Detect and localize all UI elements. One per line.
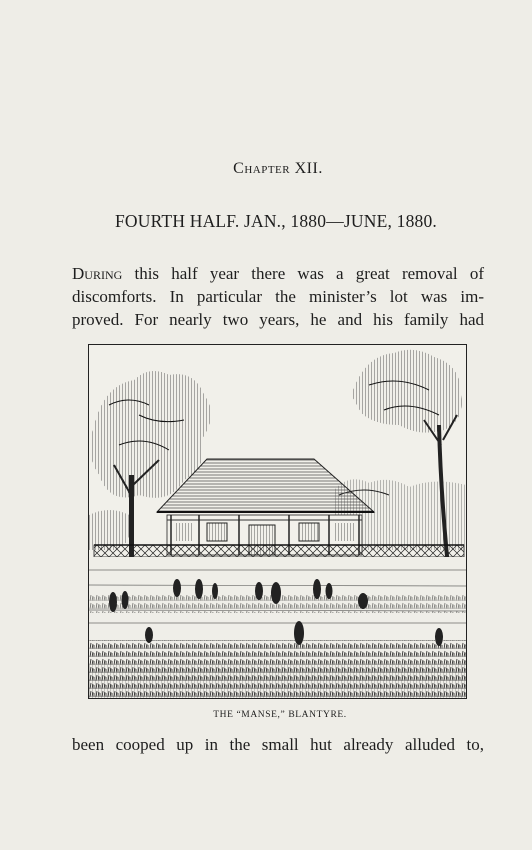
engraving-manse-house-icon [89,345,466,698]
paragraph-1 [72,262,484,331]
paragraph-2 [72,733,484,756]
dropcap-word: During [72,264,123,283]
manse-illustration [88,344,467,699]
text-line: been cooped up in the small hut already alluded to, [72,735,484,754]
figure-caption: THE “MANSE,” BLANTYRE. [213,710,347,720]
chapter-number: XII. [294,160,323,177]
fence-icon [94,545,464,557]
section-heading: FOURTH HALF. JAN., 1880—JUNE, 1880. [115,211,437,231]
chapter-prefix: Chapter [233,160,291,177]
text-line [72,262,484,285]
chapter-heading [0,160,532,178]
text-line: proved. For nearly two years, he and his family had [72,310,484,329]
text-line-rest: this half year there was a great removal of [122,264,484,283]
text-line: discomforts. In particular the minister’s lot was im- [72,287,484,306]
